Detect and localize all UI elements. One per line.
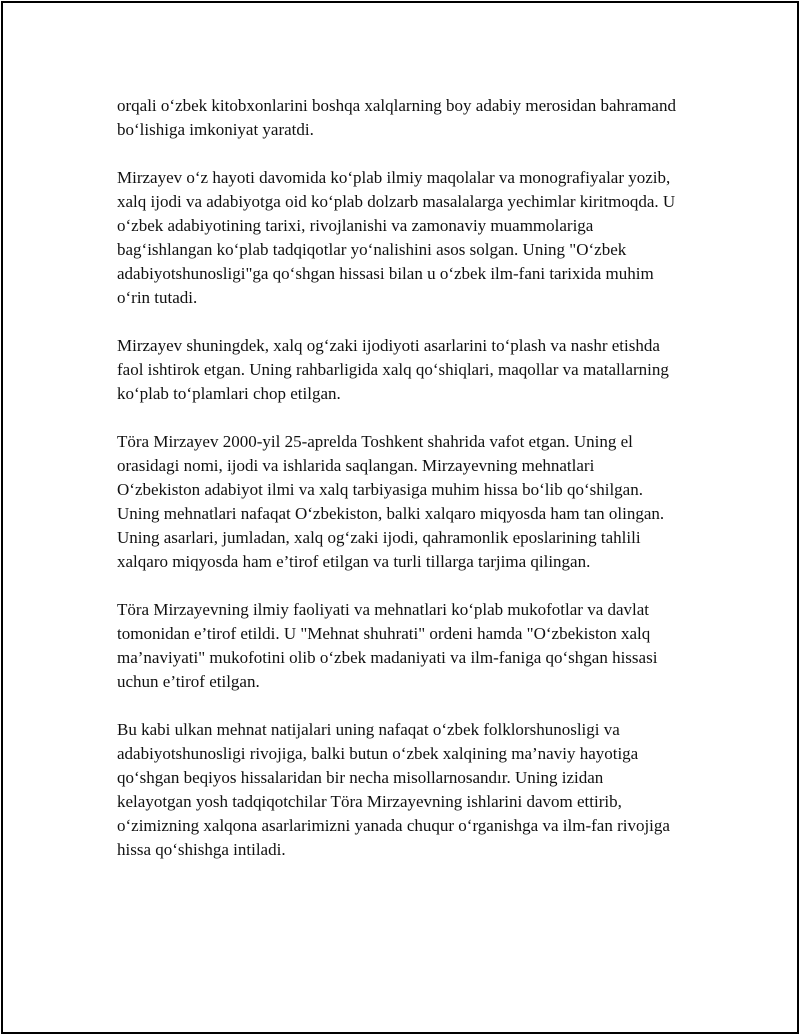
paragraph-4: Töra Mirzayev 2000-yil 25-aprelda Toshkent shahrida vafot etgan. Uning el orasidagi nomi, ijodi va ishlarida saqlangan. Mirzayevning mehnatlari O‘zbekiston adabiyot ilmi va xalq tarbiyasiga muhim hissa bo‘lib qo‘shilgan. Uning mehnatlari nafaqat O‘zbekiston, balki xalqaro miqyosda ham tan olingan. Uning asarlari, jumladan, xalq og‘zaki ijodi, qahramonlik eposlarining tahlili xalqaro miqyosda ham e’tirof etilgan va turli tillarga tarjima qilingan.	[117, 432, 665, 571]
paragraph-1: orqali o‘zbek kitobxonlarini boshqa xalqlarning boy adabiy merosidan bahramand bo‘lishiga imkoniyat yaratdi.	[117, 96, 676, 139]
paragraph-2: Mirzayev o‘z hayoti davomida ko‘plab ilmiy maqolalar va monografiyalar yozib, xalq ijodi va adabiyotga oid ko‘plab dolzarb masalalarga yechimlar kiritmoqda. U o‘zbek adabiyotining tarixi, rivojlanishi va zamonaviy muammolariga bag‘ishlangan ko‘plab tadqiqotlar yo‘nalishini asos solgan. Uning "O‘zbek adabiyotshunosligi"ga qo‘shgan hissasi bilan u o‘zbek ilm-fani tarixida muhim o‘rin tutadi.	[117, 168, 676, 307]
paragraph-6: Bu kabi ulkan mehnat natijalari uning nafaqat o‘zbek folklorshunosligi va adabiyotshunosligi rivojiga, balki butun o‘zbek xalqining ma’naviy hayotiga qo‘shgan beqiyos hissalaridan bir necha misollarnosandır. Uning izidan kelayotgan yosh tadqiqotchilar Töra Mirzayevning ishlarini davom ettirib, o‘zimizning xalqona asarlarimizni yanada chuqur o‘rganishga va ilm-fan rivojiga hissa qo‘shishga intiladi.	[117, 720, 670, 859]
paragraph-5: Töra Mirzayevning ilmiy faoliyati va mehnatlari ko‘plab mukofotlar va davlat tomonidan e’tirof etildi. U "Mehnat shuhrati" ordeni hamda "O‘zbekiston xalq ma’naviyati" mukofotini olib o‘zbek madaniyati va ilm-faniga qo‘shgan hissasi uchun e’tirof etilgan.	[117, 600, 658, 691]
document-body	[117, 94, 677, 886]
paragraph-3: Mirzayev shuningdek, xalq og‘zaki ijodiyoti asarlarini to‘plash va nashr etishda faol ishtirok etgan. Uning rahbarligida xalq qo‘shiqlari, maqollar va matallarning ko‘plab to‘plamlari chop etilgan.	[117, 336, 669, 403]
